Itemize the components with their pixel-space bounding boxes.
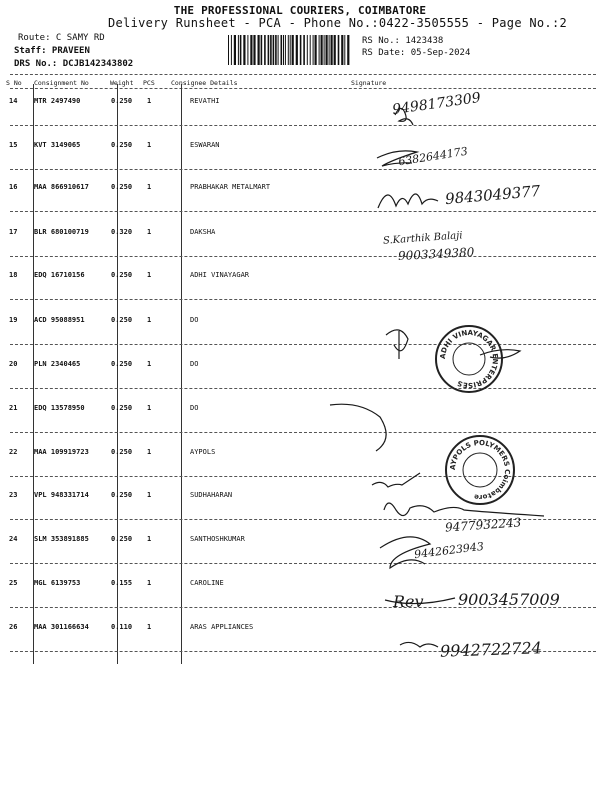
signature-26 bbox=[400, 642, 438, 647]
cell-weight: 0.250 bbox=[111, 360, 133, 368]
barcode-bar bbox=[247, 35, 248, 65]
svg-text:AYPOLS POLYMERS Coimbatore bbox=[449, 439, 511, 501]
cell-weight: 0.250 bbox=[111, 141, 133, 149]
barcode-bar bbox=[319, 35, 320, 65]
svg-text:ADHI VINAYAGAR ENTERPRISES bbox=[439, 329, 499, 389]
cell-pcs: 1 bbox=[147, 623, 152, 631]
handwritten-phone-24: 9442623943 bbox=[413, 539, 485, 562]
runsheet-subtitle: Delivery Runsheet - PCA - Phone No.:0422-3505555 - Page No.:2 bbox=[108, 16, 568, 30]
barcode-bar bbox=[240, 35, 242, 65]
barcode-bar bbox=[341, 35, 343, 65]
adhi-vinayagar-stamp bbox=[435, 325, 503, 393]
barcode-bar bbox=[338, 35, 340, 65]
barcode-bar bbox=[326, 35, 328, 65]
header-divider-bottom bbox=[10, 88, 596, 89]
barcode-bar bbox=[329, 35, 330, 65]
handwritten-name-25: Rev bbox=[393, 592, 424, 611]
barcode-bar bbox=[281, 35, 283, 65]
barcode-bar bbox=[231, 35, 232, 65]
cell-sno: 20 bbox=[9, 360, 18, 368]
barcode-bar bbox=[313, 35, 314, 65]
cell-sno: 23 bbox=[9, 491, 18, 499]
row-divider bbox=[10, 299, 596, 300]
cell-sno: 22 bbox=[9, 448, 18, 456]
cell-consignment: SLM 353891885 bbox=[34, 535, 89, 543]
cell-weight: 0.250 bbox=[111, 97, 133, 105]
cell-weight: 0.250 bbox=[111, 404, 133, 412]
barcode-bar bbox=[334, 35, 336, 65]
cell-consignment: ACD 95088951 bbox=[34, 316, 85, 324]
staff-label: Staff: PRAVEEN bbox=[14, 46, 90, 56]
row-divider bbox=[10, 344, 596, 345]
barcode-bar bbox=[321, 35, 323, 65]
barcode-bar bbox=[270, 35, 272, 65]
barcode-bar bbox=[258, 35, 260, 65]
cell-consignment: EDQ 16710156 bbox=[34, 271, 85, 279]
cell-sno: 25 bbox=[9, 579, 18, 587]
cell-pcs: 1 bbox=[147, 141, 152, 149]
cell-consignment: EDQ 13578950 bbox=[34, 404, 85, 412]
cell-weight: 0.250 bbox=[111, 316, 133, 324]
barcode-bar bbox=[275, 35, 277, 65]
cell-consignment: PLN 2340465 bbox=[34, 360, 81, 368]
handwritten-phone-16: 9843049377 bbox=[444, 181, 542, 209]
barcode-bar bbox=[303, 35, 305, 65]
drs-number: DRS No.: DCJB142343802 bbox=[14, 59, 134, 69]
cell-sno: 26 bbox=[9, 623, 18, 631]
stamp-text-adhi: ADHI VINAYAGAR ENTERPRISES bbox=[438, 328, 500, 390]
cell-sno: 24 bbox=[9, 535, 18, 543]
signature-16 bbox=[378, 194, 438, 208]
handwritten-phone-23: 9477932243 bbox=[444, 515, 522, 535]
handwritten-phone-15: 6382644173 bbox=[397, 144, 469, 169]
cell-weight: 0.110 bbox=[111, 623, 133, 631]
cell-consignee: SUDHAHARAN bbox=[190, 491, 233, 499]
signature-23 bbox=[384, 503, 544, 516]
barcode-bar bbox=[292, 35, 294, 65]
col-sno: S No bbox=[6, 79, 22, 87]
stamp-ring bbox=[447, 437, 513, 503]
barcode-bar bbox=[296, 35, 298, 65]
col-weight: Weight bbox=[110, 79, 134, 87]
barcode-bar bbox=[228, 35, 229, 65]
cell-consignment: MAA 301166634 bbox=[34, 623, 89, 631]
barcode-bar bbox=[331, 35, 333, 65]
handwritten-phone-14: 9498173309 bbox=[391, 89, 482, 119]
barcode-bar bbox=[278, 35, 279, 65]
barcode-bar bbox=[324, 35, 325, 65]
pen-line bbox=[181, 84, 182, 664]
cell-consignment: KVT 3149065 bbox=[34, 141, 81, 149]
header-divider-top bbox=[10, 74, 596, 75]
barcode-bar bbox=[347, 35, 349, 65]
cell-consignment: BLR 680100719 bbox=[34, 228, 89, 236]
cell-weight: 0.250 bbox=[111, 183, 133, 191]
row-divider bbox=[10, 256, 596, 257]
cell-consignee: REVATHI bbox=[190, 97, 220, 105]
cell-weight: 0.250 bbox=[111, 271, 133, 279]
cell-weight: 0.250 bbox=[111, 448, 133, 456]
barcode-bar bbox=[290, 35, 291, 65]
pen-line bbox=[117, 84, 118, 664]
cell-consignment: MGL 6139753 bbox=[34, 579, 81, 587]
pen-line bbox=[33, 84, 34, 664]
row-divider bbox=[10, 563, 596, 564]
cell-pcs: 1 bbox=[147, 448, 152, 456]
barcode-bar bbox=[261, 35, 263, 65]
cell-consignee: DO bbox=[190, 404, 199, 412]
stamp-ring bbox=[437, 327, 501, 391]
cell-consignee: PRABHAKAR METALMART bbox=[190, 183, 271, 191]
cell-sno: 17 bbox=[9, 228, 18, 236]
handwritten-phone-26: 9942722724 bbox=[439, 638, 543, 661]
row-divider bbox=[10, 211, 596, 212]
row-divider bbox=[10, 125, 596, 126]
barcode-bar bbox=[344, 35, 345, 65]
cell-consignment: MAA 866910617 bbox=[34, 183, 89, 191]
cell-consignee: CAROLINE bbox=[190, 579, 224, 587]
cell-consignee: AYPOLS bbox=[190, 448, 216, 456]
cell-consignee: DO bbox=[190, 316, 199, 324]
row-divider bbox=[10, 169, 596, 170]
cell-consignment: MTR 2497490 bbox=[34, 97, 81, 105]
handwritten-phone-17: 9003349380 bbox=[397, 245, 475, 263]
cell-consignee: DO bbox=[190, 360, 199, 368]
cell-sno: 21 bbox=[9, 404, 18, 412]
cell-weight: 0.250 bbox=[111, 535, 133, 543]
route-label: Route: C SAMY RD bbox=[18, 33, 105, 43]
cell-pcs: 1 bbox=[147, 97, 152, 105]
cell-pcs: 1 bbox=[147, 183, 152, 191]
row-divider bbox=[10, 432, 596, 433]
barcode-bar bbox=[234, 35, 236, 65]
cell-pcs: 1 bbox=[147, 271, 152, 279]
col-pcs: PCS bbox=[143, 79, 155, 87]
cell-sno: 14 bbox=[9, 97, 18, 105]
cell-weight: 0.250 bbox=[111, 491, 133, 499]
cell-pcs: 1 bbox=[147, 228, 152, 236]
handwritten-name-17: S.Karthik Balaji bbox=[382, 230, 463, 247]
barcode-bar bbox=[315, 35, 317, 65]
cell-pcs: 1 bbox=[147, 579, 152, 587]
cell-consignee: ADHI VINAYAGAR bbox=[190, 271, 250, 279]
cell-pcs: 1 bbox=[147, 316, 152, 324]
barcode-bar bbox=[238, 35, 239, 65]
cell-weight: 0.155 bbox=[111, 579, 133, 587]
cell-consignee: ESWARAN bbox=[190, 141, 220, 149]
barcode-bar bbox=[288, 35, 289, 65]
col-consignee: Consignee Details bbox=[171, 79, 238, 87]
cell-sno: 19 bbox=[9, 316, 18, 324]
row-divider bbox=[10, 388, 596, 389]
cell-consignment: MAA 109919723 bbox=[34, 448, 89, 456]
signature-21 bbox=[330, 404, 386, 451]
handwritten-phone-25: 9003457009 bbox=[458, 590, 560, 609]
cell-weight: 0.320 bbox=[111, 228, 133, 236]
cell-sno: 18 bbox=[9, 271, 18, 279]
cell-consignee: SANTHOSHKUMAR bbox=[190, 535, 245, 543]
cell-pcs: 1 bbox=[147, 491, 152, 499]
cell-pcs: 1 bbox=[147, 360, 152, 368]
barcode-bar bbox=[268, 35, 270, 65]
barcode-bar bbox=[264, 35, 266, 65]
cell-consignment: VPL 948331714 bbox=[34, 491, 89, 499]
cell-consignee: ARAS APPLIANCES bbox=[190, 623, 254, 631]
cell-consignee: DAKSHA bbox=[190, 228, 216, 236]
col-signature: Signature bbox=[351, 79, 387, 87]
barcode-bar bbox=[253, 35, 255, 65]
barcode-bar bbox=[283, 35, 284, 65]
cell-sno: 16 bbox=[9, 183, 18, 191]
cell-pcs: 1 bbox=[147, 535, 152, 543]
barcode-bar bbox=[273, 35, 275, 65]
rs-number: RS No.: 1423438 bbox=[362, 36, 444, 46]
col-consignment: Consignment No bbox=[34, 79, 89, 87]
stamp-text-aypols: AYPOLS POLYMERS Coimbatore bbox=[448, 438, 512, 502]
company-title: THE PROFESSIONAL COURIERS, COIMBATORE bbox=[173, 4, 427, 17]
aypols-stamp bbox=[445, 435, 515, 505]
barcode-bar bbox=[300, 35, 302, 65]
barcode-bar bbox=[243, 35, 245, 65]
barcode-bar bbox=[307, 35, 308, 65]
barcode-bar bbox=[250, 35, 252, 65]
barcode bbox=[228, 35, 351, 65]
cell-sno: 15 bbox=[9, 141, 18, 149]
rs-date: RS Date: 05-Sep-2024 bbox=[362, 48, 471, 58]
barcode-bar bbox=[285, 35, 286, 65]
barcode-bar bbox=[310, 35, 311, 65]
cell-pcs: 1 bbox=[147, 404, 152, 412]
